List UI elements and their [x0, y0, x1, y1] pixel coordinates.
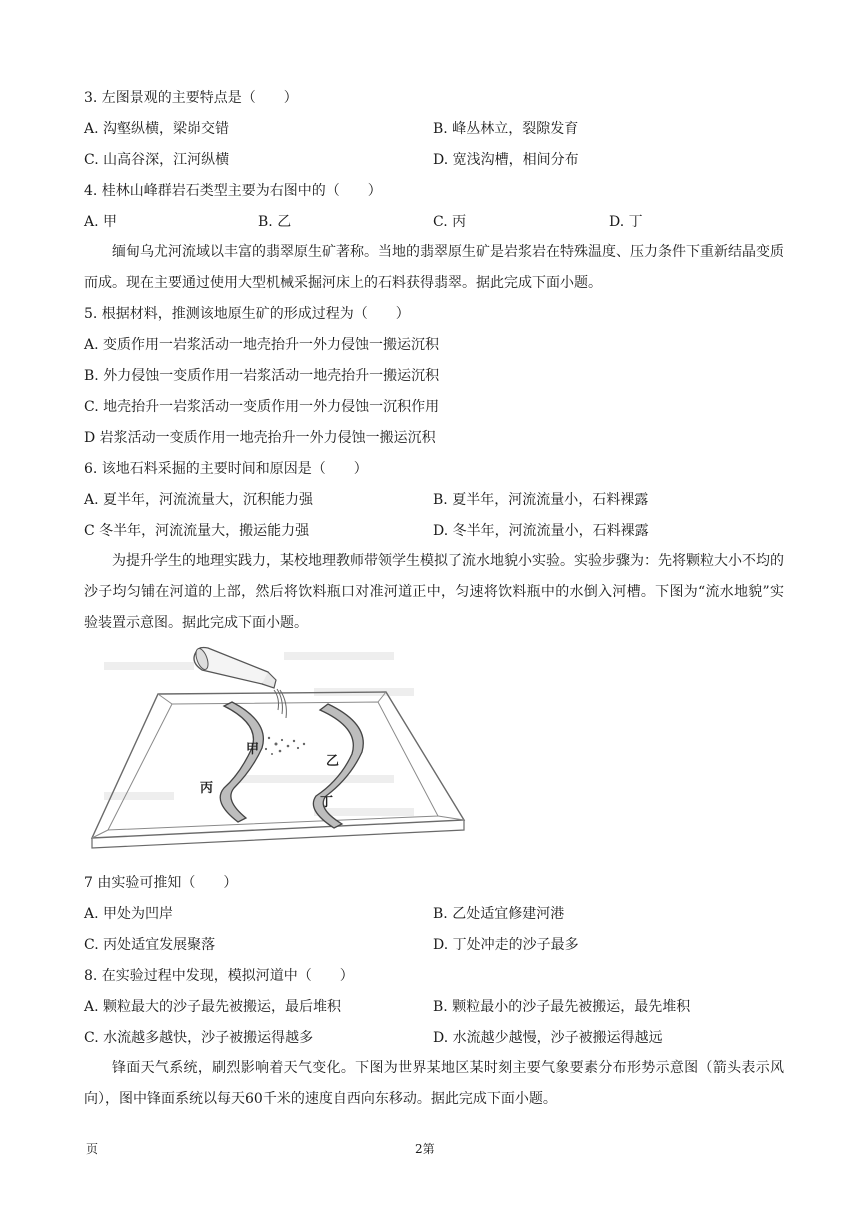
- question-5-option-a: A. 变质作用一岩浆活动一地壳抬升一外力侵蚀一搬运沉积: [84, 337, 440, 353]
- footer-page-left: 页: [86, 1142, 99, 1156]
- question-4-stem: 4. 桂林山峰群岩石类型主要为右图中的（ ）: [84, 183, 382, 199]
- question-5-option-d: D 岩浆活动一变质作用一地壳抬升一外力侵蚀一搬运沉积: [84, 430, 436, 446]
- question-4-option-c: C. 丙: [433, 214, 467, 230]
- question-8-option-a: A. 颗粒最大的沙子最先被搬运，最后堆积: [84, 999, 342, 1015]
- question-6-stem: 6. 该地石料采掘的主要时间和原因是（ ）: [84, 461, 368, 477]
- left-channel-wall: [220, 702, 263, 822]
- question-7-option-b: B. 乙处适宜修建河港: [433, 906, 565, 922]
- question-3-option-b: B. 峰丛林立，裂隙发育: [433, 121, 579, 137]
- question-7-option-c: C. 丙处适宜发展聚落: [84, 937, 216, 953]
- question-6-option-d: D. 冬半年，河流流量小，石料裸露: [433, 523, 649, 539]
- experiment-diagram: [84, 640, 474, 862]
- label-ding: 丁: [320, 795, 334, 810]
- label-bing: 丙: [200, 781, 214, 796]
- question-5-option-b: B. 外力侵蚀一变质作用一岩浆活动一地壳抬升一搬运沉积: [84, 368, 440, 384]
- question-6-option-c: C 冬半年，河流流量大，搬运能力强: [84, 523, 310, 539]
- question-3-option-a: A. 沟壑纵横，梁峁交错: [84, 121, 230, 137]
- question-7-stem: 7 由实验可推知（ ）: [84, 875, 238, 891]
- bottle-icon: [194, 647, 276, 688]
- passage-front-weather: 锋面天气系统，刷烈影响着天气变化。下图为世界某地区某时刻主要气象要素分布形势示意图（箭头表示风向），图中锋面系统以每天60千米的速度自西向东移动。据此完成下面小题。: [84, 1060, 784, 1107]
- question-4-option-d: D. 丁: [609, 214, 643, 230]
- label-jia: 甲: [246, 742, 260, 757]
- tray-outline: [92, 692, 464, 838]
- question-7-option-d: D. 丁处冲走的沙子最多: [433, 937, 579, 953]
- question-4-option-a: A. 甲: [84, 214, 118, 230]
- question-8-option-c: C. 水流越多越快，沙子被搬运得越多: [84, 1030, 314, 1046]
- question-3-option-d: D. 宽浅沟槽，相间分布: [433, 152, 579, 168]
- question-3-option-c: C. 山高谷深，江河纵横: [84, 152, 230, 168]
- question-7-option-a: A. 甲处为凹岸: [84, 906, 174, 922]
- question-6-option-a: A. 夏半年，河流流量大，沉积能力强: [84, 492, 314, 508]
- question-8-option-b: B. 颗粒最小的沙子最先被搬运，最先堆积: [433, 999, 691, 1015]
- footer-page-number: 2第: [415, 1142, 435, 1156]
- question-8-option-d: D. 水流越少越慢，沙子被搬运得越远: [433, 1030, 663, 1046]
- passage-experiment: 为提升学生的地理实践力，某校地理教师带领学生模拟了流水地貌小实验。实验步骤为：先将颗粒大小不均的沙子均匀铺在河道的上部，然后将饮料瓶口对准河道正中，匀速将饮料瓶中的水倒入河槽。下图为“流水地貌”实验装置示意图。据此完成下面小题。: [84, 553, 784, 631]
- label-yi: 乙: [326, 754, 340, 769]
- question-6-option-b: B. 夏半年，河流流量小，石料裸露: [433, 492, 649, 508]
- tray-base: [92, 820, 464, 848]
- question-8-stem: 8. 在实验过程中发现，模拟河道中（ ）: [84, 968, 354, 984]
- question-5-stem: 5. 根据材料，推测该地原生矿的形成过程为（ ）: [84, 306, 410, 322]
- question-4-option-b: B. 乙: [258, 214, 292, 230]
- question-3-stem: 3. 左图景观的主要特点是（ ）: [84, 90, 298, 106]
- question-5-option-c: C. 地壳抬升一岩浆活动一变质作用一外力侵蚀一沉积作用: [84, 399, 440, 415]
- passage-jade: 缅甸乌尤河流域以丰富的翡翠原生矿著称。当地的翡翠原生矿是岩浆岩在特殊温度、压力条件下重新结晶变质而成。现在主要通过使用大型机械采掘河床上的石料获得翡翠。据此完成下面小题。: [84, 244, 784, 291]
